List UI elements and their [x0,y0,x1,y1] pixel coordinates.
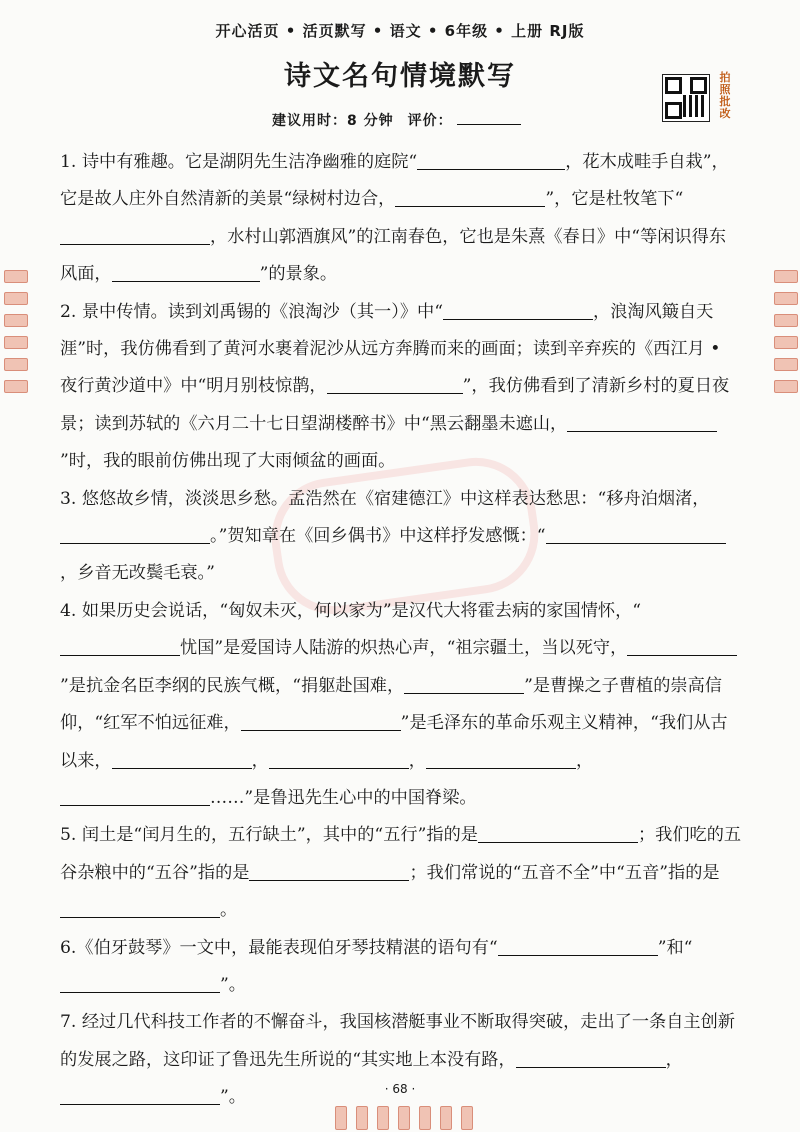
answer-blank[interactable] [60,975,220,993]
answer-blank[interactable] [60,227,210,245]
answer-blank[interactable] [60,526,210,544]
qr-code-icon[interactable] [662,74,710,122]
answer-blank[interactable] [241,713,401,731]
question-5: 5. 闰土是“闰月生的，五行缺土”，其中的“五行”指的是 ；我们吃的五谷杂粮中的“五谷”指的是 ；我们常说的“五音不全”中“五音”指的是。 [60,825,742,921]
answer-blank[interactable] [112,264,260,282]
answer-blank[interactable] [426,750,576,768]
eval-blank[interactable] [457,124,521,125]
question-7: 7. 经过几代科技工作者的不懈奋斗，我国核潜艇事业不断取得突破，走出了一条自主创新的发展之路，这印证了鲁迅先生所说的“其实地上本没有路， ，”。 [60,1012,735,1108]
answer-blank[interactable] [498,937,658,955]
question-4: 4. 如果历史会说话，“匈奴未灭，何以家为”是汉代大将霍去病的家国情怀，“忧国”是爱国诗人陆游的炽热心声，“祖宗疆土，当以死守，”是抗金名臣李纲的民族气概，“捐躯赴国难， ”是曹操之子曹植的崇高信仰，“红军不怕远征难， ”是毛泽东的革命乐观主义精神，“我们从古以来， ， ， ，……”是鲁迅先生心中的中国脊梁。 [60,593,742,817]
answer-blank[interactable] [627,638,737,656]
time-label: 建议用时：8 分钟 [272,113,394,129]
meta-line [272,110,521,130]
binding-tabs-bottom [335,1106,473,1130]
answer-blank[interactable] [327,376,463,394]
page-number: · 68 · [384,1082,416,1096]
question-list [60,144,742,1117]
binding-tabs-left [4,270,28,393]
eval-label: 评价： [407,113,453,129]
answer-blank[interactable] [417,152,565,170]
answer-blank[interactable] [516,1050,666,1068]
question-3: 3. 悠悠故乡情，淡淡思乡愁。孟浩然在《宿建德江》中这样表达愁思：“移舟泊烟渚，。”贺知章在《回乡偶书》中这样抒发感慨：“，乡音无改鬓毛衰。” [60,481,742,593]
answer-blank[interactable] [546,526,726,544]
answer-blank[interactable] [404,676,524,694]
qr-label: 拍照批改 [719,71,731,120]
answer-blank[interactable] [269,750,409,768]
answer-blank[interactable] [60,638,180,656]
answer-blank[interactable] [112,750,252,768]
page-title: 诗文名句情境默写 [284,61,516,92]
answer-blank[interactable] [567,414,717,432]
question-1: 1. 诗中有雅趣。它是湖阴先生洁净幽雅的庭院“ ，花木成畦手自栽”，它是故人庄外自然清新的美景“绿树村边合， ”，它是杜牧笔下“，水村山郭酒旗风”的江南春色，它也是朱熹《春日》中“等闲识得东风面， ”的景象。 [60,152,729,285]
answer-blank[interactable] [249,863,409,881]
answer-blank[interactable] [60,788,210,806]
binding-tabs-right [774,270,798,393]
answer-blank[interactable] [60,900,220,918]
question-6: 6.《伯牙鼓琴》一文中，最能表现伯牙琴技精湛的语句有“ ”和“”。 [60,937,693,995]
answer-blank[interactable] [395,189,545,207]
question-2: 2. 景中传情。读到刘禹锡的《浪淘沙（其一）》中“ ，浪淘风簸自天涯”时，我仿佛看到了黄河水裹着泥沙从远方奔腾而来的画面；读到辛弃疾的《西江月 • 夜行黄沙道中》中“明月别枝惊鹊， ”，我仿佛看到了清新乡村的夏日夜景；读到苏轼的《六月二十七日望湖楼醉书》中“黑云翻墨未遮山，”时，我的眼前仿佛出现了大雨倾盆的画面。 [60,301,730,472]
answer-blank[interactable] [443,301,593,319]
page-header: 开心活页 • 活页默写 • 语文 • 6年级 • 上册 RJ版 [215,22,585,40]
answer-blank[interactable] [478,825,638,843]
